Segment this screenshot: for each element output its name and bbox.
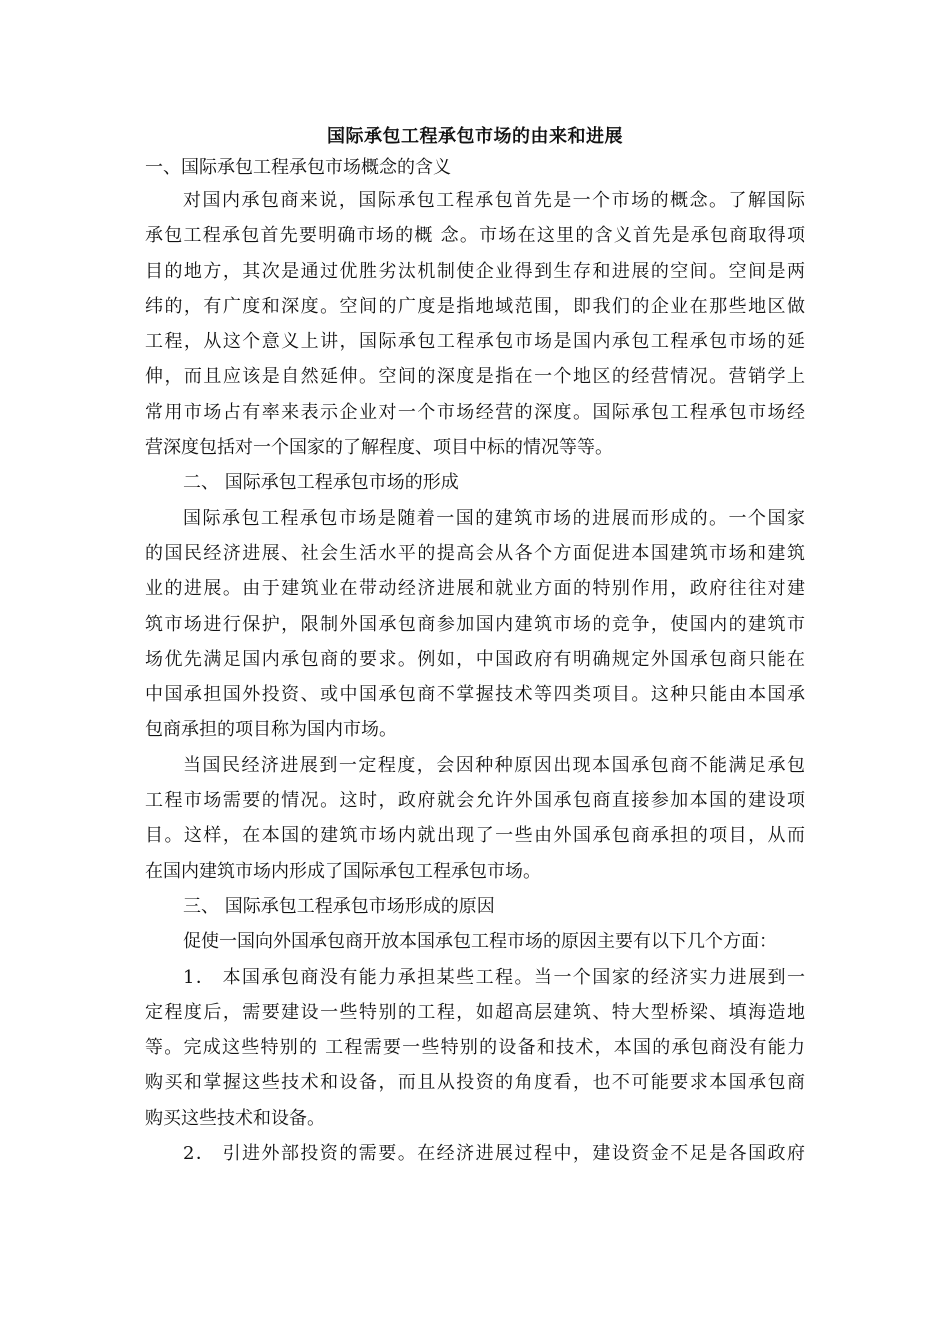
- paragraph-reasons-intro: 促使一国向外国承包商开放本国承包工程市场的原因主要有以下几个方面：: [183, 931, 777, 953]
- paragraph-line: 购买这些技术和设备。: [145, 1107, 325, 1129]
- paragraph-line: 伸，而且应该是自然延伸。空间的深度是指在一个地区的经营情况。营销学上: [145, 366, 805, 388]
- paragraph-line: 目的地方，其次是通过优胜劣汰机制使企业得到生存和进展的空间。空间是两: [145, 260, 805, 282]
- paragraph-line: 等。完成这些特别的 工程需要一些特别的设备和技术，本国的承包商没有能力: [145, 1037, 805, 1059]
- document-body: [145, 121, 805, 1171]
- paragraph-line: 对国内承包商来说，国际承包工程承包首先是一个市场的概念。了解国际: [183, 190, 805, 211]
- paragraph-line: 在国内建筑市场内形成了国际承包工程承包市场。: [145, 860, 541, 882]
- paragraph-line: 纬的，有广度和深度。空间的广度是指地域范围，即我们的企业在那些地区做: [145, 295, 805, 317]
- paragraph-line: 营深度包括对一个国家的了解程度、项目中标的情况等等。: [145, 437, 613, 459]
- paragraph-line: 常用市场占有率来表示企业对一个市场经营的深度。国际承包工程承包市场经: [145, 401, 805, 423]
- paragraph-concept: [145, 183, 805, 465]
- paragraph-line: 场优先满足国内承包商的要求。例如，中国政府有明确规定外国承包商只能在: [145, 648, 805, 670]
- paragraph-line: 1． 本国承包商没有能力承担某些工程。当一个国家的经济实力进展到一: [183, 966, 805, 988]
- paragraph-line: 中国承担国外投资、或中国承包商不掌握技术等四类项目。这种只能由本国承: [145, 684, 805, 706]
- paragraph-line: 购买和掌握这些技术和设备，而且从投资的角度看，也不可能要求本国承包商: [145, 1072, 805, 1094]
- paragraph-formation-2: [145, 748, 805, 889]
- section-heading-1: 一、国际承包工程承包市场概念的含义: [145, 157, 451, 178]
- paragraph-formation-1: [145, 501, 805, 748]
- paragraph-line: 工程，从这个意义上讲，国际承包工程承包市场是国内承包工程承包市场的延: [145, 331, 805, 353]
- paragraph-line: 定程度后，需要建设一些特别的工程，如超高层建筑、特大型桥梁、填海造地: [145, 1001, 805, 1023]
- paragraph-line: 国际承包工程承包市场是随着一国的建筑市场的进展而形成的。一个国家: [183, 507, 805, 529]
- paragraph-line: 2． 引进外部投资的需要。在经济进展过程中，建设资金不足是各国政府: [183, 1143, 805, 1165]
- list-item-1: [145, 960, 805, 1136]
- section-heading-3: 三、 国际承包工程承包市场形成的原因: [183, 895, 495, 917]
- section-heading-2: 二、 国际承包工程承包市场的形成: [183, 472, 459, 494]
- paragraph-line: 承包工程承包首先要明确市场的概 念。市场在这里的含义首先是承包商取得项: [145, 225, 805, 247]
- paragraph-line: 工程市场需要的情况。这时，政府就会允许外国承包商直接参加本国的建设项: [145, 790, 805, 812]
- paragraph-line: 的国民经济进展、社会生活水平的提高会从各个方面促进本国建筑市场和建筑: [145, 542, 805, 564]
- paragraph-line: 当国民经济进展到一定程度，会因种种原因出现本国承包商不能满足承包: [183, 754, 805, 776]
- paragraph-line: 业的进展。由于建筑业在带动经济进展和就业方面的特别作用，政府往往对建: [145, 578, 805, 600]
- paragraph-line: 包商承担的项目称为国内市场。: [145, 719, 397, 741]
- document-title: 国际承包工程承包市场的由来和进展: [327, 126, 623, 147]
- paragraph-line: 目。这样，在本国的建筑市场内就出现了一些由外国承包商承担的项目，从而: [145, 825, 805, 847]
- paragraph-line: 筑市场进行保护，限制外国承包商参加国内建筑市场的竞争，使国内的建筑市: [145, 613, 805, 635]
- list-item-2: [145, 1136, 805, 1171]
